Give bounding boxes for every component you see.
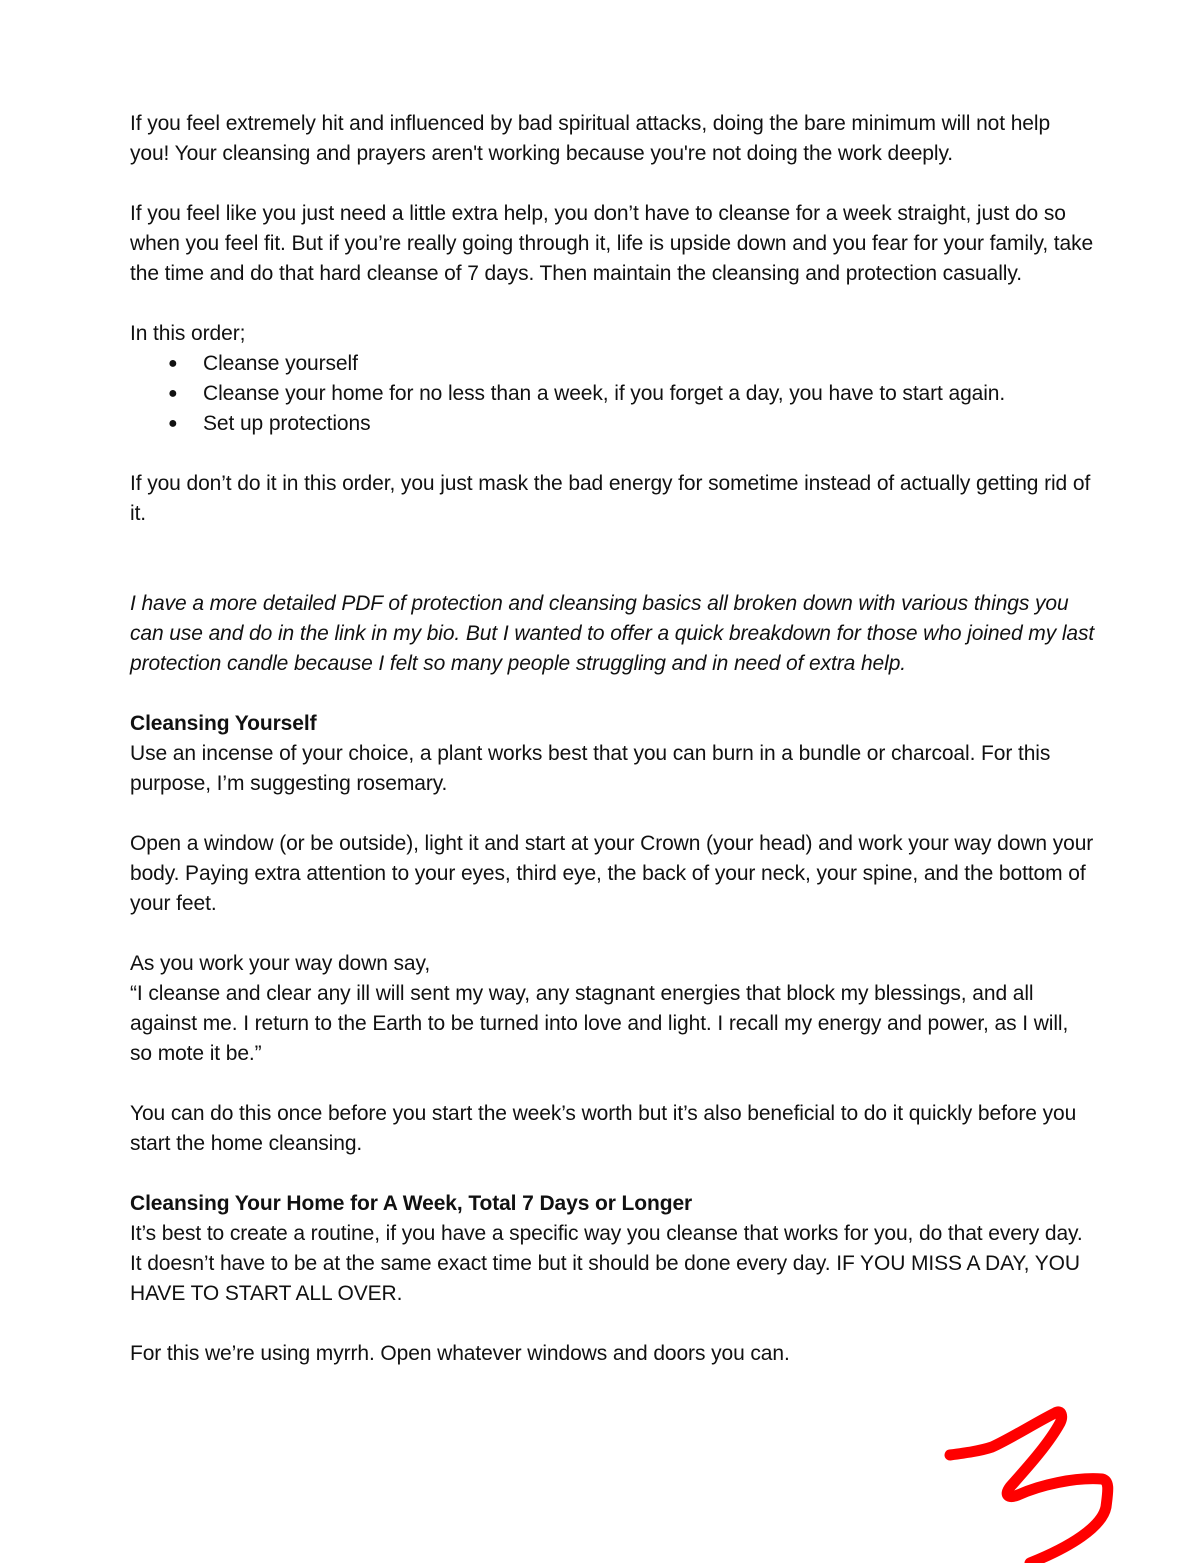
list-item-text: Cleanse yourself — [203, 352, 358, 375]
cleansing-yourself-paragraph-4: You can do this once before you start the week’s worth but it’s also beneficial to do it quickly before you start the home cleansing. — [130, 1102, 1077, 1155]
list-item-text: Cleanse your home for no less than a week, if you forget a day, you have to start again. — [203, 382, 1006, 405]
order-intro: In this order; — [130, 322, 246, 345]
list-item — [130, 379, 1095, 409]
intro-paragraph-2: If you feel like you just need a little extra help, you don’t have to cleanse for a week straight, just do so when you feel fit. But if you’re really going through it, life is upside down and you fear for your family, take the time and do that hard cleanse of 7 days. Then maintain the cleansing and protection casually. — [130, 202, 1094, 285]
red-ink-stroke — [950, 1412, 1108, 1563]
italic-note: I have a more detailed PDF of protection and cleansing basics all broken down with various things you can use and do in the link in my bio. But I wanted to offer a quick breakdown for those who joined my last protection candle because I felt so many people struggling and in need of extra help. — [130, 592, 1095, 675]
chant-intro: As you work your way down say, — [130, 952, 431, 975]
intro-paragraph-1: If you feel extremely hit and influenced by bad spiritual attacks, doing the bare minimum will not help you! Your cleansing and prayers aren't working because you're not doing the work deeply. — [130, 112, 1051, 165]
bullet-icon: ● — [168, 415, 178, 432]
bullet-icon: ● — [168, 355, 178, 372]
order-list — [130, 349, 1095, 439]
cleansing-yourself-paragraph-1: Use an incense of your choice, a plant works best that you can burn in a bundle or charcoal. For this purpose, I’m suggesting rosemary. — [130, 742, 1051, 795]
cleansing-home-paragraph-2: For this we’re using myrrh. Open whatever windows and doors you can. — [130, 1342, 790, 1365]
section-heading-cleansing-home: Cleansing Your Home for A Week, Total 7 Days or Longer — [130, 1192, 693, 1215]
list-item-text: Set up protections — [203, 412, 371, 435]
list-item — [130, 349, 1095, 379]
handwritten-page-number-3 — [930, 1395, 1130, 1563]
list-item — [130, 409, 1095, 439]
order-outro: If you don’t do it in this order, you just mask the bad energy for sometime instead of actually getting rid of it. — [130, 472, 1091, 525]
chant-quote: “I cleanse and clear any ill will sent my way, any stagnant energies that block my blessings, and all against me. I return to the Earth to be turned into love and light. I recall my energy and power, as I will, so mote it be.” — [130, 982, 1069, 1065]
section-heading-cleansing-yourself: Cleansing Yourself — [130, 712, 317, 735]
document-page — [130, 109, 1095, 1369]
bullet-icon: ● — [168, 385, 178, 402]
cleansing-home-paragraph-1: It’s best to create a routine, if you have a specific way you cleanse that works for you, do that every day. It doesn’t have to be at the same exact time but it should be done every day. IF YOU MISS A DAY, YOU HAVE TO START ALL OVER. — [130, 1222, 1083, 1305]
cleansing-yourself-paragraph-2: Open a window (or be outside), light it and start at your Crown (your head) and work your way down your body. Paying extra attention to your eyes, third eye, the back of your neck, your spine, and the bottom of your feet. — [130, 832, 1094, 915]
